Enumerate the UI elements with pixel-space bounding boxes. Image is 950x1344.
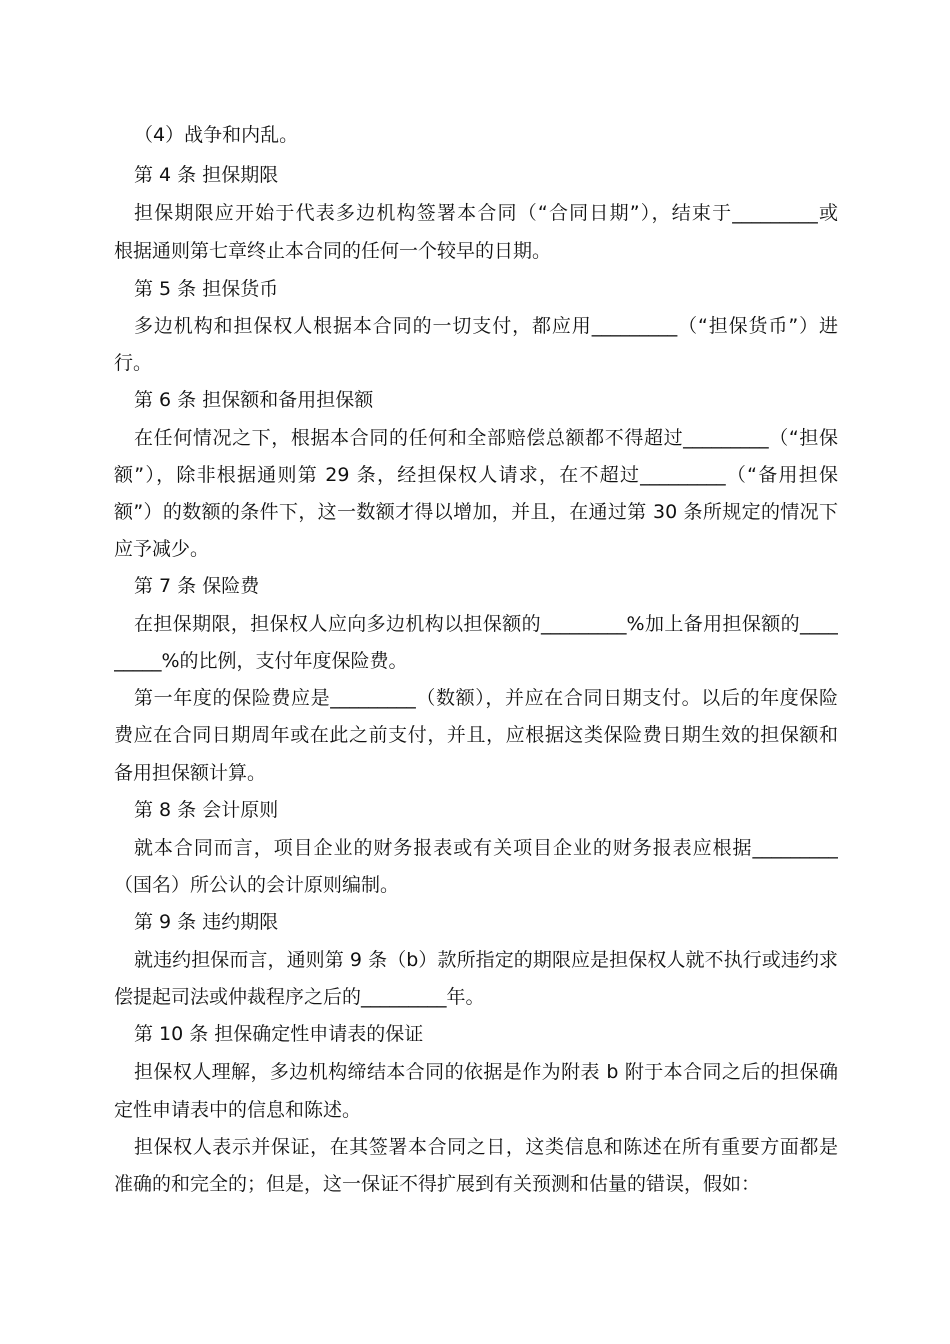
heading-article-10: 第 10 条 担保确定性申请表的保证 (134, 1023, 424, 1045)
heading-article-6: 第 6 条 担保额和备用担保额 (134, 389, 374, 411)
paragraph-line: 就本合同而言，项目企业的财务报表或有关项目企业的财务报表应根据_________ (134, 837, 838, 859)
paragraph-line: 备用担保额计算。 (114, 762, 267, 784)
paragraph-line: _____%的比例，支付年度保险费。 (114, 650, 408, 672)
paragraph-line: 担保权人表示并保证，在其签署本合同之日，这类信息和陈述在所有重要方面都是 (134, 1136, 838, 1158)
paragraph-line: 准确的和完全的；但是，这一保证不得扩展到有关预测和估量的错误，假如： (114, 1173, 761, 1195)
paragraph-line: 应予减少。 (114, 538, 210, 560)
heading-article-4: 第 4 条 担保期限 (134, 164, 279, 186)
paragraph-line: 就违约担保而言，通则第 9 条（b）款所指定的期限应是担保权人就不执行或违约求 (134, 949, 838, 971)
paragraph-line: 多边机构和担保权人根据本合同的一切支付，都应用_________（“担保货币”）进 (134, 315, 838, 337)
paragraph-line: 额”）的数额的条件下，这一数额才得以增加，并且，在通过第 30 条所规定的情况下 (114, 501, 838, 523)
paragraph-line: （国名）所公认的会计原则编制。 (114, 874, 400, 896)
paragraph-line: 额”），除非根据通则第 29 条，经担保权人请求，在不超过_________（“备用担保 (114, 464, 838, 486)
paragraph-line: 费应在合同日期周年或在此之前支付，并且，应根据这类保险费日期生效的担保额和 (114, 724, 838, 746)
paragraph-line: 根据通则第七章终止本合同的任何一个较早的日期。 (114, 240, 552, 262)
paragraph-line: 偿提起司法或仲裁程序之后的_________年。 (114, 986, 485, 1008)
heading-article-7: 第 7 条 保险费 (134, 575, 260, 597)
paragraph-line: 行。 (114, 352, 153, 374)
paragraph-line: 在担保期限，担保权人应向多边机构以担保额的_________%加上备用担保额的____ (134, 613, 838, 635)
paragraph-line: 定性申请表中的信息和陈述。 (114, 1099, 362, 1121)
paragraph-line: 第一年度的保险费应是_________（数额），并应在合同日期支付。以后的年度保险 (134, 687, 838, 709)
heading-article-9: 第 9 条 违约期限 (134, 911, 279, 933)
heading-article-8: 第 8 条 会计原则 (134, 799, 279, 821)
paragraph-line: 担保期限应开始于代表多边机构签署本合同（“合同日期”），结束于_________或 (134, 202, 838, 224)
paragraph-line: 担保权人理解，多边机构缔结本合同的依据是作为附表 b 附于本合同之后的担保确 (134, 1061, 838, 1083)
paragraph-line: 在任何情况之下，根据本合同的任何和全部赔偿总额都不得超过_________（“担保 (134, 427, 838, 449)
list-item-war-civil-unrest: （4）战争和内乱。 (134, 124, 299, 146)
heading-article-5: 第 5 条 担保货币 (134, 278, 279, 300)
